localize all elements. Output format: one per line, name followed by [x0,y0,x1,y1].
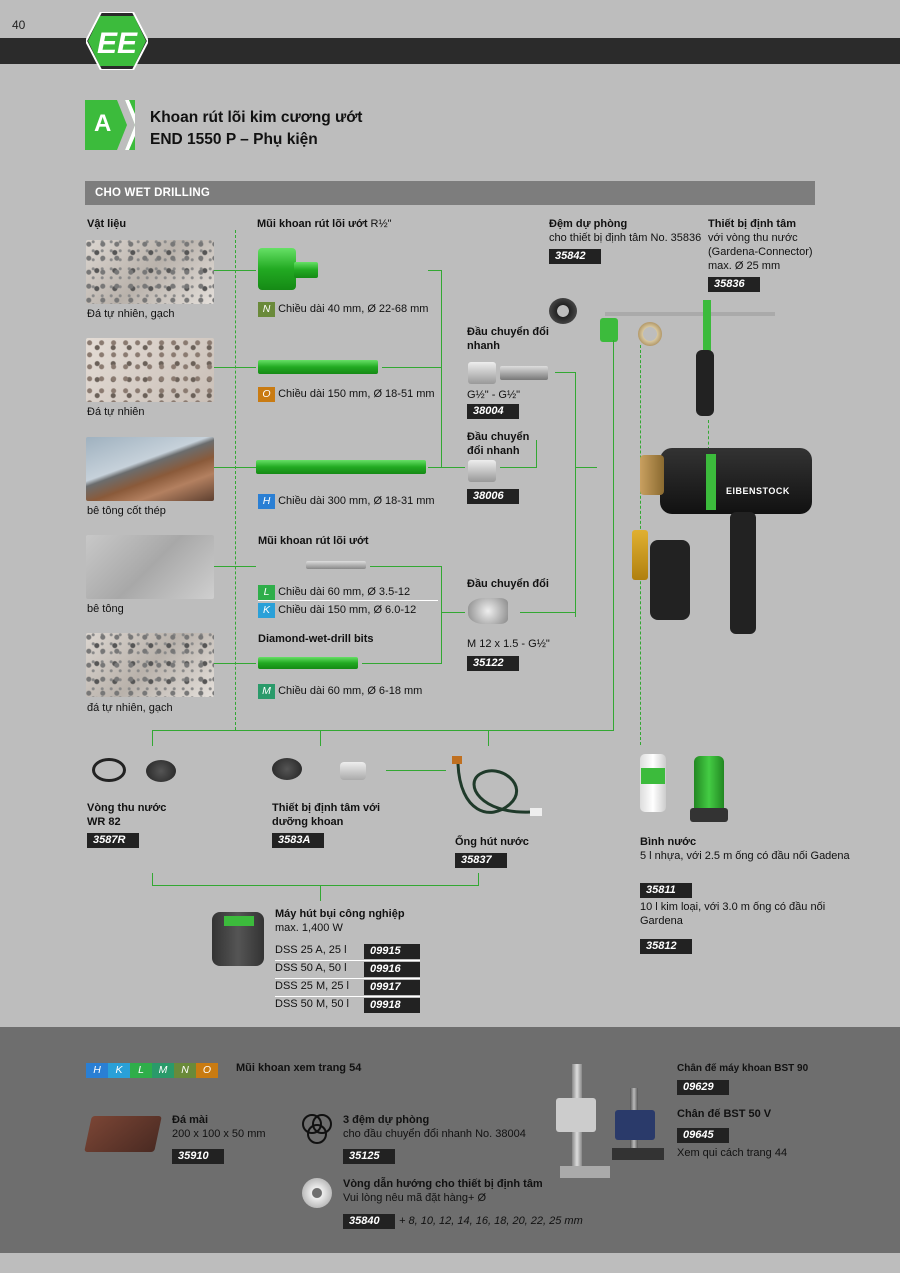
connector [441,270,442,468]
connector [362,663,442,664]
water-ring-suction-image [146,760,176,782]
connector [708,420,709,450]
connector [428,270,442,271]
core-bit-n-image [258,248,296,290]
adapter-1-plug-image [500,366,548,380]
stand1-title: Chân đế máy khoan BST 90 [677,1063,809,1074]
material-label-1: Đá tự nhiên, gạch [87,308,175,320]
connector [575,467,597,468]
adapter-2-title: Đầu chuyển đổi nhanh [467,431,530,457]
core-bit-h-image [256,460,426,474]
centering-post-image [703,300,711,355]
water-tank-title: Bình nước [640,836,697,848]
svg-text:EE: EE [96,27,138,60]
bit-o-row [258,387,435,402]
spare-pad-title: Đệm dự phòng [549,218,628,230]
centering2-code: 3583A [272,833,324,848]
spare-pad-code: 35842 [549,249,601,264]
see-page-note: Mũi khoan xem trang 54 [236,1062,362,1074]
wet-bits-heading: Mũi khoan rút lõi ướt [258,535,369,547]
bit-letter-n: N [258,302,275,317]
guide-sizes: + 8, 10, 12, 14, 16, 18, 20, 22, 25 mm [399,1215,583,1227]
connector [152,730,614,731]
connector [370,566,442,567]
water-tank-desc-2b: Gardena [640,915,683,927]
guide-title: Vòng dẫn hướng cho thiết bị định tâm [343,1178,543,1190]
stand-bst90-base-image [560,1166,610,1178]
letter-h: H [86,1063,108,1078]
divider [275,960,420,961]
adapter-3-title: Đầu chuyển đổi [467,578,549,590]
centering-code: 35836 [708,277,760,292]
spare-pad-desc: cho thiết bị định tâm No. 35836 [549,232,702,244]
tank-label-image [641,768,665,784]
pads-desc: cho đầu chuyển đổi nhanh No. 38004 [343,1128,526,1140]
guide-code: 35840 [343,1214,395,1229]
stand-bst50-base-image [612,1148,664,1160]
material-image-4 [86,535,214,599]
guide-ring-image [302,1178,332,1208]
connector [441,612,465,613]
stand1-code: 09629 [677,1080,729,1095]
water-ring-code: 3587R [87,833,139,848]
adapter-2-code: 38006 [467,489,519,504]
core-bits-thread: R½" [367,218,392,230]
water-valve-image [632,530,648,580]
hose-title: Ống hút nước [455,836,529,848]
adapter-3-spec: M 12 x 1.5 - G½" [467,638,550,650]
vacuum-desc: max. 1,400 W [275,922,343,934]
bit-l-row [258,585,410,600]
grind-code: 35910 [172,1149,224,1164]
connector [152,873,153,885]
water-tank-code-1: 35811 [640,883,692,898]
drill-chuck-image [640,455,664,495]
tank-base-image [690,808,728,822]
bit-k-desc: Chiều dài 150 mm, Ø 6.0-12 [278,604,417,616]
bit-letters-row [86,1060,218,1078]
connector [613,340,614,730]
connector [536,440,537,468]
drill-brand: EIBENSTOCK [726,486,790,496]
divider [275,978,420,979]
bit-m-desc: Chiều dài 60 mm, Ø 6-18 mm [278,685,423,697]
connector [488,730,489,746]
water-ring-image [92,758,126,782]
adapter-2-image [468,460,496,482]
stand2-title: Chân đế BST 50 V [677,1108,772,1120]
letter-l: L [130,1063,152,1078]
wet-bit-image [306,561,366,569]
diamond-bit-image [258,657,358,669]
letter-o: O [196,1063,218,1078]
water-tank-desc-1: 5 l nhựa, với 2.5 m ống có đầu nối Gadena [640,850,850,862]
centering2-guide-image [340,762,366,780]
divider [275,996,420,997]
bit-k-row [258,603,416,618]
vacuum-code-1: 09915 [364,944,420,959]
grind-title: Đá mài [172,1114,209,1126]
connector [382,367,442,368]
pad-ring-image [638,322,662,346]
stand-bst90-carriage-image [556,1098,596,1132]
centering-desc-2: (Gardena-Connector) [708,246,813,258]
adapter-1-title: Đầu chuyển đổi nhanh [467,326,549,352]
material-image-3 [86,437,214,501]
grinding-stone-image [84,1116,162,1152]
materials-heading: Vật liệu [87,218,127,230]
connector [478,873,479,885]
water-ring-title-2: WR 82 [87,816,121,828]
drill-grip-image [730,512,756,634]
page-title [150,107,362,151]
core-bit-n-shank [294,262,318,278]
bit-l-desc: Chiều dài 60 mm, Ø 3.5-12 [278,586,411,598]
water-tank-metal-image [694,756,724,816]
bit-letter-h: H [258,494,275,509]
connector [152,730,153,746]
centering2-image [272,758,302,780]
bit-h-row [258,494,435,509]
connector [441,566,442,664]
guide-desc: Vui lòng nêu mã đặt hàng+ Ø [343,1192,486,1204]
ee-logo-icon [86,12,148,70]
connector [152,885,479,886]
connector [555,372,575,373]
footer-strip [0,1253,900,1273]
adapter-1-code: 38004 [467,404,519,419]
divider [258,600,438,601]
letter-m: M [152,1063,174,1078]
section-header: CHO WET DRILLING [85,181,815,205]
centering2-title-1: Thiết bị định tâm với [272,802,381,814]
material-label-4: bê tông [87,603,124,615]
bit-m-row [258,684,422,699]
stand2-desc: Xem qui cách trang 44 [677,1147,788,1159]
centering-title: Thiết bị định tâm [708,218,796,230]
material-image-2 [86,338,214,402]
vacuum-code-4: 09918 [364,998,420,1013]
title-line-1: Khoan rút lõi kim cương ướt [150,109,363,126]
vacuum-code-3: 09917 [364,980,420,995]
pads-title: 3 đệm dự phòng [343,1114,430,1126]
spare-pads-icon [300,1112,334,1146]
bit-n-desc: Chiều dài 40 mm, Ø 22-68 mm [278,303,429,315]
stand-bst50-motor-image [615,1110,655,1140]
bit-n-row [258,302,428,317]
core-bit-o-image [258,360,378,374]
connector [500,467,536,468]
vacuum-title: Máy hút bụi công nghiệp [275,908,405,920]
drill-body-image [660,448,812,514]
vacuum-accent-image [224,916,254,926]
connector [520,612,576,613]
centering2-title-2: dưỡng khoan [272,816,344,828]
page-number: 40 [12,18,26,32]
core-bits-heading-text: Mũi khoan rút lõi ướt [257,218,368,230]
vacuum-code-2: 09916 [364,962,420,977]
title-line-2: END 1550 P – Phụ kiện [150,131,318,148]
bit-h-desc: Chiều dài 300 mm, Ø 18-31 mm [278,495,435,507]
section-letter: A [94,110,112,137]
bit-letter-m: M [258,684,275,699]
bit-letter-o: O [258,387,275,402]
adapter-1-spec: G½" - G½" [467,389,521,401]
vacuum-model-4: DSS 50 M, 50 l [275,998,349,1010]
vacuum-model-3: DSS 25 M, 25 l [275,980,349,992]
material-label-2: Đá tự nhiên [87,406,145,418]
handle-image [696,350,714,416]
hose-code: 35837 [455,853,507,868]
diamond-bits-heading: Diamond-wet-drill bits [258,633,374,645]
centering-desc-1: với vòng thu nước [708,232,798,244]
material-label-5: đá tự nhiên, gạch [87,702,173,714]
material-image-5 [86,633,214,697]
centering-rod-image [605,312,775,316]
connector [235,230,236,730]
centering-clamp-image [600,318,618,342]
connector [320,730,321,746]
stand2-code: 09645 [677,1128,729,1143]
letter-k: K [108,1063,130,1078]
centering-desc-3: max. Ø 25 mm [708,260,781,272]
adapter-1-image [468,362,496,384]
hose-image [450,752,550,824]
connector [386,770,446,771]
material-image-1 [86,240,214,304]
bit-o-desc: Chiều dài 150 mm, Ø 18-51 mm [278,388,435,400]
core-bits-heading [257,218,392,230]
water-ring-title-1: Vòng thu nước [87,802,167,814]
pads-code: 35125 [343,1149,395,1164]
adapter-3-code: 35122 [467,656,519,671]
grind-desc: 200 x 100 x 50 mm [172,1128,266,1140]
spare-pad-image [549,298,577,324]
water-tank-desc-2a: 10 l kim loại, với 3.0 m ống có đầu nối [640,901,826,913]
material-label-3: bê tông cốt thép [87,505,166,517]
vacuum-model-2: DSS 50 A, 50 l [275,962,347,974]
connector [441,467,465,468]
drill-band-image [706,454,716,510]
letter-n: N [174,1063,196,1078]
water-tank-code-2: 35812 [640,939,692,954]
connector [428,467,442,468]
connector [575,372,576,617]
drill-side-handle-image [650,540,690,620]
adapter-3-image [468,598,508,624]
bit-letter-k: K [258,603,275,618]
vacuum-model-1: DSS 25 A, 25 l [275,944,347,956]
connector [320,885,321,901]
bit-letter-l: L [258,585,275,600]
